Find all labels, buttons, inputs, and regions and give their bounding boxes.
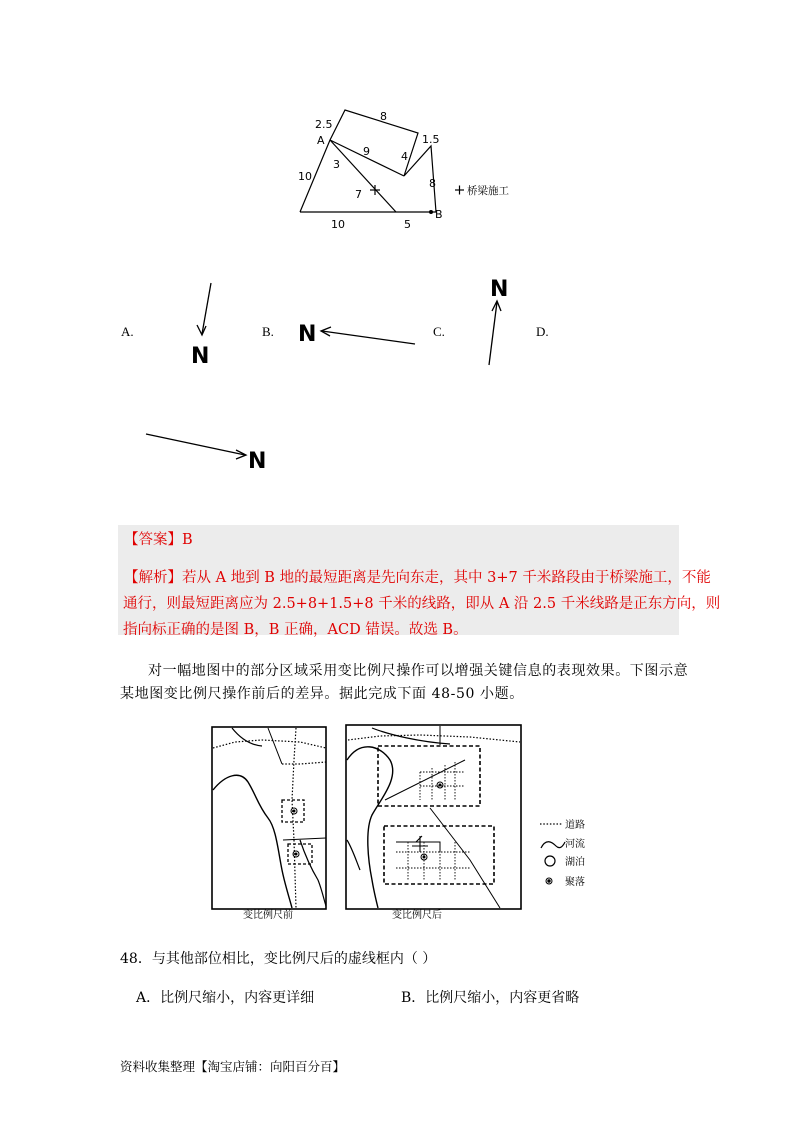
passage-line-2: 某地图变比例尺操作前后的差异。据此完成下面 48-50 小题。 [120,686,524,702]
construction-legend: 桥梁施工 [467,185,509,197]
answer-tag: 【答案】 [124,532,182,548]
choice-d-label: D. [536,324,549,339]
question-stem: 48．与其他部位相比，变比例尺后的虚线框内（ ） [120,951,437,967]
map-legend [540,824,565,884]
label-10-bottom: 10 [331,218,345,231]
choice-d-north-arrow [140,428,270,473]
analysis-line-2: 通行，则最短距离应为 2.5+8+1.5+8 千米的线路，即从 A 沿 2.5 千米线路是正东方向，则 [123,596,721,612]
scale-maps-figure [200,720,600,925]
label-4: 4 [401,150,408,163]
legend-settlement-label: 聚落 [565,877,585,888]
label-3: 3 [333,158,340,171]
label-8-right: 8 [429,177,436,190]
label-5: 5 [404,218,411,231]
label-25: 2.5 [315,118,333,131]
choice-c-north-arrow [480,268,520,368]
point-b-dot [429,210,433,214]
caption-before: 变比例尺前 [243,910,293,921]
analysis-line-3: 指向标正确的是图 B，B 正确，ACD 错误。故选 B。 [123,622,468,638]
choice-b-label: B. [262,324,274,339]
map-before [212,727,326,909]
choice-a-label: A. [121,324,134,339]
choice-b-north-arrow [295,315,420,350]
label-8-top: 8 [380,110,387,123]
label-9: 9 [363,145,370,158]
choice-a-north-arrow [185,280,225,370]
question-option-b[interactable]: B．比例尺缩小，内容更省略 [401,990,580,1006]
label-7: 7 [355,188,362,201]
route-diagram [285,100,515,240]
legend-road-label: 道路 [565,820,585,831]
analysis-tag: 【解析】 [124,570,182,586]
page-footer: 资料收集整理【淘宝店铺：向阳百分百】 [120,1059,346,1074]
question-option-a[interactable]: A．比例尺缩小，内容更详细 [136,990,315,1006]
legend-lake-label: 湖泊 [565,857,585,868]
choice-c-n-label: N [490,277,509,302]
legend-lake-icon [545,856,555,866]
answer-line [124,528,193,549]
passage-line-1: 对一幅地图中的部分区域采用变比例尺操作可以增强关键信息的表现效果。下图示意 [148,663,689,679]
choice-b-n-label: N [298,322,317,347]
label-10-left: 10 [298,170,312,183]
answer-value: B [182,532,193,548]
choice-a-n-label: N [191,344,210,369]
legend-river-label: 河流 [565,839,585,850]
caption-after: 变比例尺后 [392,910,442,921]
label-15: 1.5 [422,133,440,146]
map-after [346,725,521,909]
label-a: A [317,134,325,147]
choice-c-label: C. [433,324,445,339]
label-b: B [435,208,443,221]
choice-d-n-label: N [248,449,267,473]
analysis-line-1 [124,566,711,587]
legend-river-icon [541,842,565,848]
analysis-text-1: 若从 A 地到 B 地的最短距离是先向东走，其中 3+7 千米路段由于桥梁施工，不能 [182,570,711,586]
